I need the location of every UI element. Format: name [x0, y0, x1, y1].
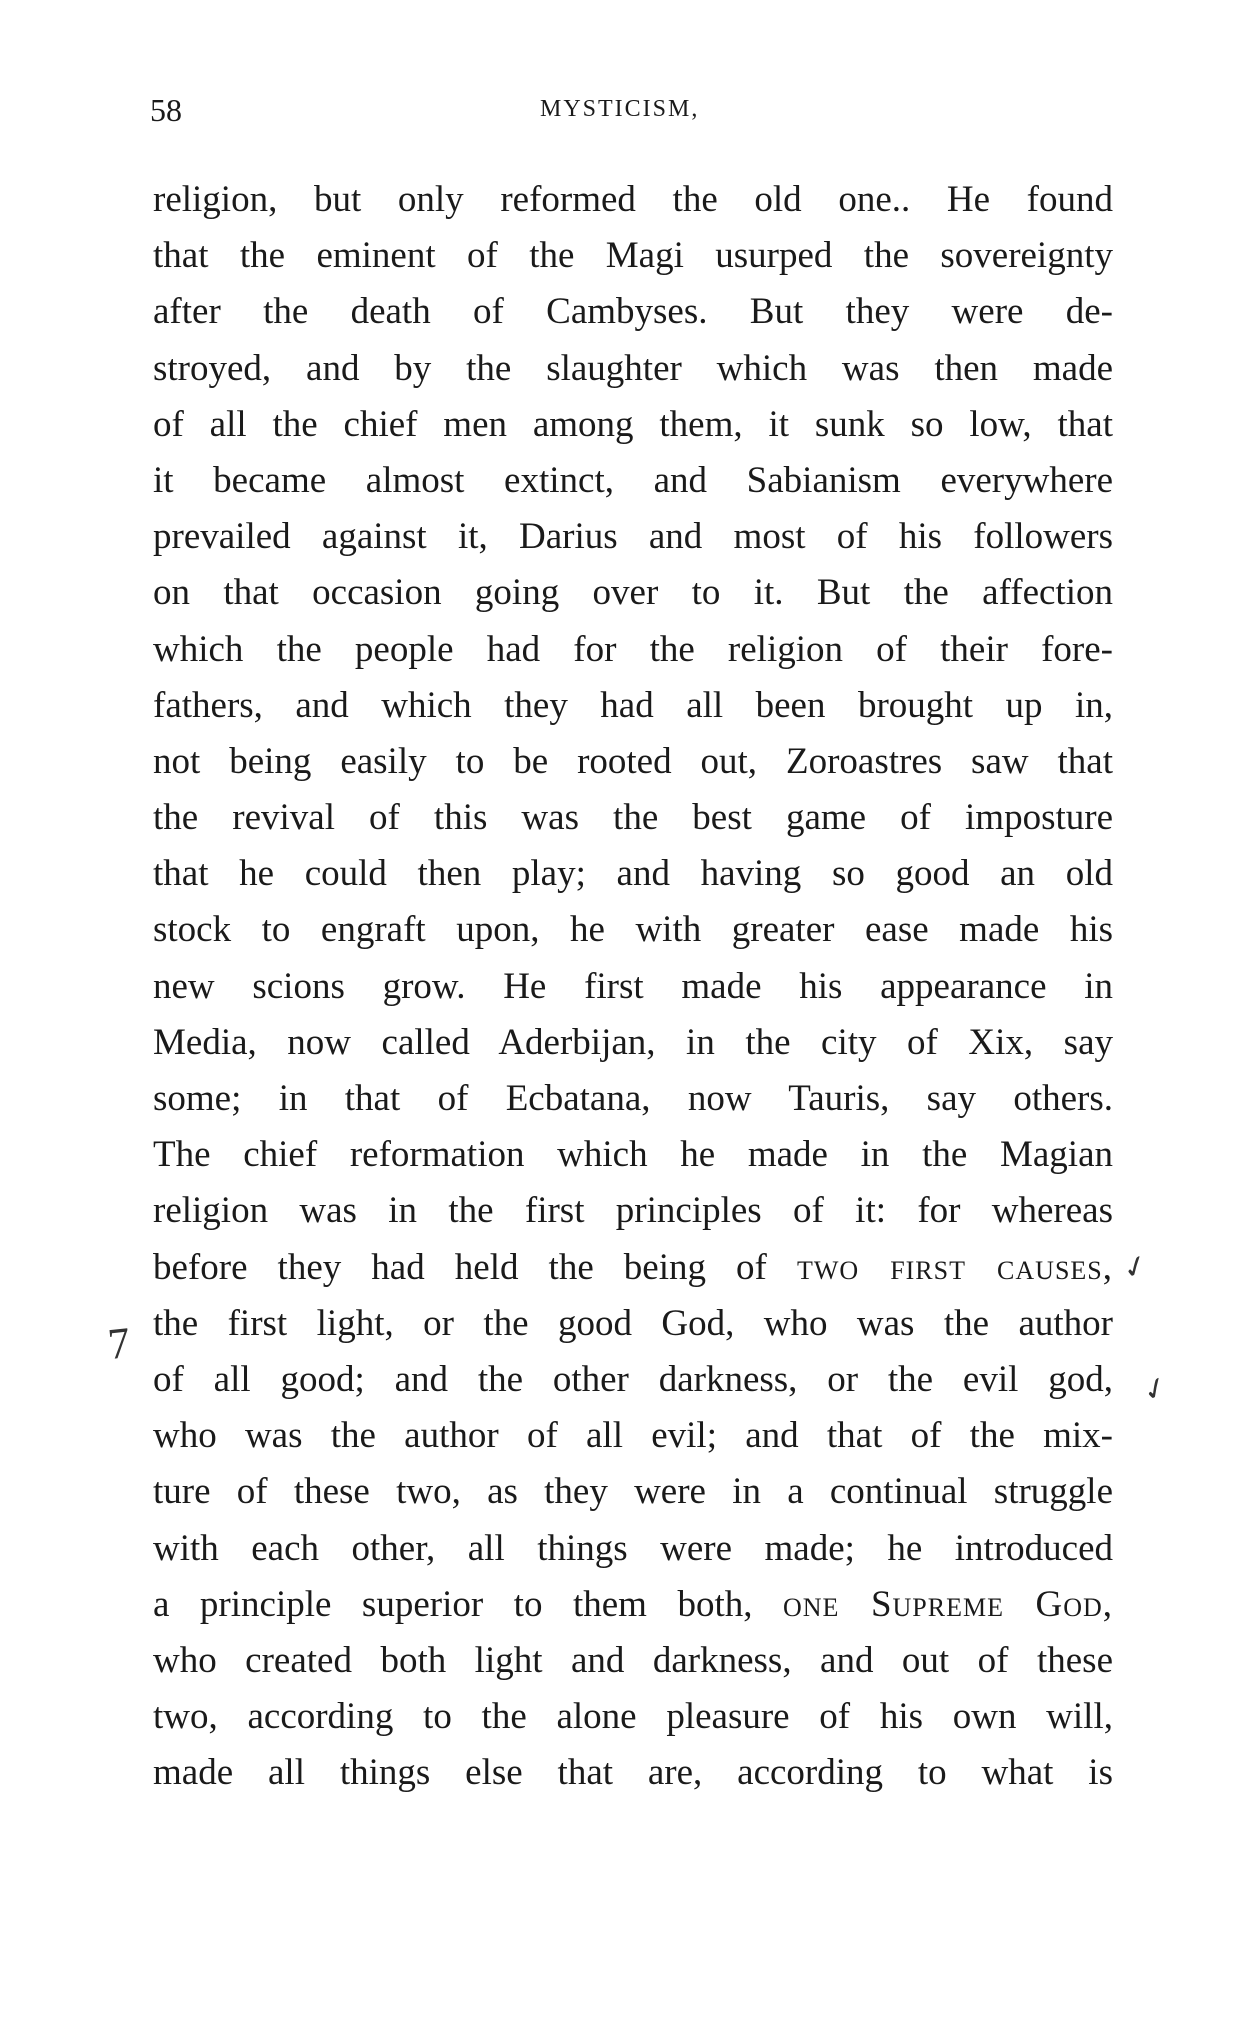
text-line: that the eminent of the Magi usurped the sovereignty — [153, 235, 1113, 277]
page-number: 58 — [150, 92, 182, 128]
body-text — [153, 172, 1113, 1801]
text-segment: a principle superior to them both, — [153, 1583, 783, 1625]
text-line: the first light, or the good God, who was the author — [153, 1302, 1113, 1344]
text-line: not being easily to be rooted out, Zoroastres saw that — [153, 740, 1113, 782]
text-line: with each other, all things were made; he introduced — [153, 1527, 1113, 1569]
text-line: the revival of this was the best game of imposture — [153, 797, 1113, 839]
text-line: religion was in the first principles of it: for whereas — [153, 1190, 1113, 1232]
text-line: religion, but only reformed the old one.. He found — [153, 179, 1113, 220]
text-line: which the people had for the religion of their fore- — [153, 628, 1113, 670]
text-line: on that occasion going over to it. But the affection — [153, 572, 1113, 614]
text-line: new scions grow. He first made his appearance in — [153, 965, 1113, 1007]
running-head — [150, 92, 1110, 132]
text-line: that he could then play; and having so good an old — [153, 853, 1113, 895]
text-line: stroyed, and by the slaughter which was then made — [153, 347, 1113, 389]
handwritten-margin-number: 7 — [105, 1317, 133, 1370]
text-line: it became almost extinct, and Sabianism everywhere — [153, 459, 1113, 501]
text-segment: before they had held the being of — [153, 1246, 797, 1288]
text-line: The chief reformation which he made in the Magian — [153, 1134, 1113, 1176]
text-line: prevailed against it, Darius and most of his followers — [153, 516, 1113, 558]
text-line: made all things else that are, according to what is — [153, 1752, 1113, 1794]
text-line: who was the author of all evil; and that of the mix- — [153, 1415, 1113, 1457]
text-line: stock to engraft upon, he with greater ease made his — [153, 909, 1113, 951]
handwritten-check-icon: ✓ — [1136, 1368, 1175, 1411]
text-line: of all good; and the other darkness, or the evil god, — [153, 1358, 1113, 1400]
small-caps-phrase: two first causes, — [796, 1246, 1113, 1288]
text-line — [153, 1240, 1113, 1296]
text-line: some; in that of Ecbatana, now Tauris, say others. — [153, 1078, 1113, 1119]
text-line: fathers, and which they had all been brought up in, — [153, 684, 1113, 726]
small-caps-phrase: one Supreme God, — [783, 1583, 1114, 1625]
text-line: two, according to the alone pleasure of his own will, — [153, 1696, 1113, 1738]
text-line: after the death of Cambyses. But they were de- — [153, 291, 1113, 333]
running-title: MYSTICISM, — [540, 96, 700, 122]
text-line: Media, now called Aderbijan, in the city of Xix, say — [153, 1021, 1113, 1063]
text-line: of all the chief men among them, it sunk so low, that — [153, 403, 1113, 445]
text-line: who created both light and darkness, and out of these — [153, 1639, 1113, 1681]
handwritten-check-icon: ✓ — [1117, 1246, 1154, 1289]
text-line — [153, 1577, 1113, 1633]
text-line: ture of these two, as they were in a continual struggle — [153, 1471, 1113, 1513]
